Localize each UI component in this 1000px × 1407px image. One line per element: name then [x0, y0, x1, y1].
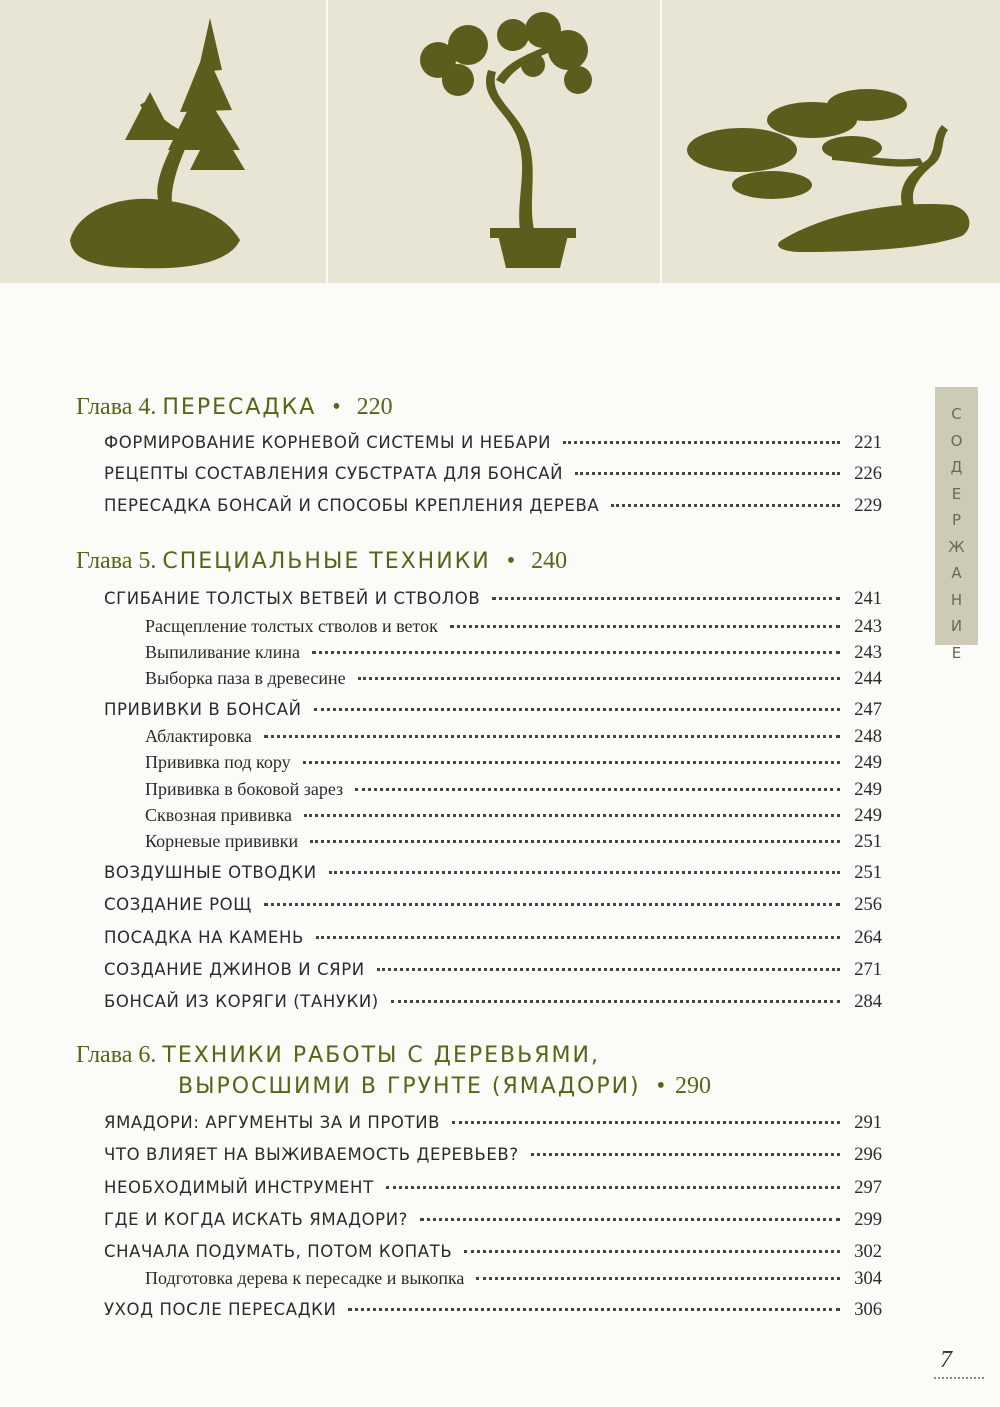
side-tab-letter: С [951, 405, 962, 423]
entry-label: СОЗДАНИЕ ДЖИНОВ И СЯРИ [104, 960, 365, 979]
chapter-heading [76, 392, 393, 423]
leader-dots [377, 968, 840, 971]
entry-label: СНАЧАЛА ПОДУМАТЬ, ПОТОМ КОПАТЬ [104, 1242, 453, 1261]
chapter-heading-line2 [178, 1071, 711, 1102]
entry-label: СГИБАНИЕ ТОЛСТЫХ ВЕТВЕЙ И СТВОЛОВ [104, 589, 481, 608]
side-tab-letter: Ж [948, 537, 965, 556]
entry-page: 247 [854, 700, 882, 720]
entry-page: 251 [854, 832, 882, 852]
chapter-title: ТЕХНИКИ РАБОТЫ С ДЕРЕВЬЯМИ, [162, 1043, 600, 1068]
chapter-heading [76, 546, 567, 577]
entry-page: 256 [854, 895, 882, 915]
leader-dots [314, 708, 840, 711]
entry-page: 243 [854, 643, 882, 663]
entry-label: Выборка паза в древесине [145, 668, 346, 688]
leader-dots [316, 936, 840, 939]
toc-entry[interactable] [104, 587, 882, 611]
toc-entry[interactable] [104, 1176, 882, 1200]
leader-dots [386, 1186, 840, 1189]
toc-entry[interactable] [104, 494, 882, 518]
toc-entry[interactable] [104, 1240, 882, 1264]
leader-dots [310, 840, 840, 843]
entry-label: ПЕРЕСАДКА БОНСАЙ И СПОСОБЫ КРЕПЛЕНИЯ ДЕРЕВА [104, 496, 600, 515]
side-tab-letter: Н [950, 590, 963, 609]
entry-label: Прививка под кору [145, 752, 291, 772]
chapter-prefix: Глава 5. [76, 548, 157, 574]
entry-page: 291 [854, 1113, 882, 1133]
entry-label: Расщепление толстых стволов и веток [145, 616, 438, 636]
entry-label: ЯМАДОРИ: АРГУМЕНТЫ ЗА И ПРОТИВ [104, 1113, 441, 1132]
entry-label: РЕЦЕПТЫ СОСТАВЛЕНИЯ СУБСТРАТА ДЛЯ БОНСАЙ [104, 464, 564, 483]
chapter-title: ПЕРЕСАДКА [162, 395, 317, 420]
chapter-heading [76, 1040, 600, 1071]
entry-page: 241 [854, 589, 882, 609]
chapter-prefix: Глава 6. [76, 1042, 157, 1068]
page-number-rule [934, 1377, 984, 1379]
entry-page: 299 [854, 1210, 882, 1230]
toc-subentry[interactable] [145, 614, 882, 639]
entry-label: СОЗДАНИЕ РОЩ [104, 895, 252, 914]
entry-label: ЧТО ВЛИЯЕТ НА ВЫЖИВАЕМОСТЬ ДЕРЕВЬЕВ? [104, 1145, 519, 1164]
toc-entry[interactable] [104, 462, 882, 486]
toc-subentry[interactable] [145, 724, 882, 749]
toc-entry[interactable] [104, 958, 882, 982]
toc-entry[interactable] [104, 1111, 882, 1135]
toc-subentry[interactable] [145, 829, 882, 854]
toc-subentry[interactable] [145, 750, 882, 775]
leader-dots [452, 1121, 840, 1124]
leader-dots [464, 1250, 840, 1253]
bullet: • [506, 548, 516, 574]
entry-label: ГДЕ И КОГДА ИСКАТЬ ЯМАДОРИ? [104, 1210, 409, 1229]
leader-dots [329, 871, 840, 874]
leader-dots [476, 1277, 840, 1280]
toc-subentry[interactable] [145, 777, 882, 802]
leader-dots [563, 441, 840, 444]
side-tab-letter: О [950, 431, 963, 450]
entry-label: Корневые прививки [145, 831, 299, 851]
side-tab-letter: А [951, 564, 962, 582]
entry-page: 271 [854, 960, 882, 980]
toc-entry[interactable] [104, 990, 882, 1014]
entry-label: БОНСАЙ ИЗ КОРЯГИ (ТАНУКИ) [104, 992, 379, 1011]
leader-dots [531, 1153, 840, 1156]
entry-page: 297 [854, 1178, 882, 1198]
chapter-title-line2: ВЫРОСШИМИ В ГРУНТЕ (ЯМАДОРИ) [178, 1074, 641, 1099]
chapter-page: 240 [531, 548, 568, 574]
entry-page: 264 [854, 928, 882, 948]
toc-entry[interactable] [104, 1298, 882, 1322]
entry-label: ПРИВИВКИ В БОНСАЙ [104, 700, 302, 719]
toc-entry[interactable] [104, 431, 882, 455]
entry-label: Выпиливание клина [145, 642, 300, 662]
leader-dots [492, 597, 840, 600]
side-tab-letter: Е [951, 643, 962, 662]
leader-dots [304, 814, 840, 817]
entry-page: 296 [854, 1145, 882, 1165]
entry-page: 229 [854, 496, 882, 516]
leader-dots [355, 788, 840, 791]
toc-entry[interactable] [104, 1208, 882, 1232]
leader-dots [264, 735, 840, 738]
leader-dots [264, 903, 840, 906]
leader-dots [575, 472, 840, 475]
entry-page: 249 [854, 780, 882, 800]
entry-label: НЕОБХОДИМЫЙ ИНСТРУМЕНТ [104, 1178, 374, 1197]
entry-page: 302 [854, 1242, 882, 1262]
entry-label: Сквозная прививка [145, 805, 292, 825]
entry-page: 249 [854, 806, 882, 826]
page-number: 7 [940, 1347, 952, 1373]
entry-page: 284 [854, 992, 882, 1012]
leader-dots [348, 1308, 840, 1311]
leader-dots [303, 761, 840, 764]
leader-dots [391, 1000, 840, 1003]
entry-label: ПОСАДКА НА КАМЕНЬ [104, 928, 304, 947]
entry-page: 251 [854, 863, 882, 883]
toc-entry[interactable] [104, 861, 882, 885]
chapter-page: 220 [356, 394, 393, 420]
bullet: • [656, 1073, 666, 1099]
entry-page: 226 [854, 464, 882, 484]
leader-dots [358, 677, 840, 680]
toc-entry[interactable] [104, 926, 882, 950]
entry-label: УХОД ПОСЛЕ ПЕРЕСАДКИ [104, 1300, 337, 1319]
side-tab-letter: Е [951, 484, 962, 503]
side-tab-letter: Д [950, 458, 963, 476]
toc-entry[interactable] [104, 1143, 882, 1167]
leader-dots [450, 625, 840, 628]
entry-label: Прививка в боковой зарез [145, 779, 344, 799]
side-tab-letter: И [950, 617, 963, 635]
chapter-title: СПЕЦИАЛЬНЫЕ ТЕХНИКИ [162, 549, 491, 574]
toc-entry[interactable] [104, 893, 882, 917]
entry-page: 221 [854, 433, 882, 453]
chapter-prefix: Глава 4. [76, 394, 157, 420]
side-tab-letter: Р [951, 511, 962, 529]
entry-page: 249 [854, 753, 882, 773]
leader-dots [611, 504, 840, 507]
entry-label: ВОЗДУШНЫЕ ОТВОДКИ [104, 863, 317, 882]
entry-label: ФОРМИРОВАНИЕ КОРНЕВОЙ СИСТЕМЫ И НЕБАРИ [104, 433, 552, 452]
toc-subentry[interactable] [145, 1266, 882, 1291]
entry-page: 304 [854, 1269, 882, 1289]
bullet: • [332, 394, 341, 420]
entry-label: Аблактировка [145, 726, 252, 746]
entry-label: Подготовка дерева к пересадке и выкопка [145, 1268, 465, 1288]
entry-page: 248 [854, 727, 882, 747]
toc-subentry[interactable] [145, 640, 882, 665]
toc-entry[interactable] [104, 698, 882, 722]
toc-subentry[interactable] [145, 803, 882, 828]
chapter-page: 290 [675, 1073, 712, 1099]
contents-side-tab [935, 387, 978, 662]
leader-dots [420, 1218, 840, 1221]
entry-page: 243 [854, 617, 882, 637]
entry-page: 306 [854, 1300, 882, 1320]
leader-dots [312, 651, 840, 654]
toc-subentry[interactable] [145, 666, 882, 691]
entry-page: 244 [854, 669, 882, 689]
